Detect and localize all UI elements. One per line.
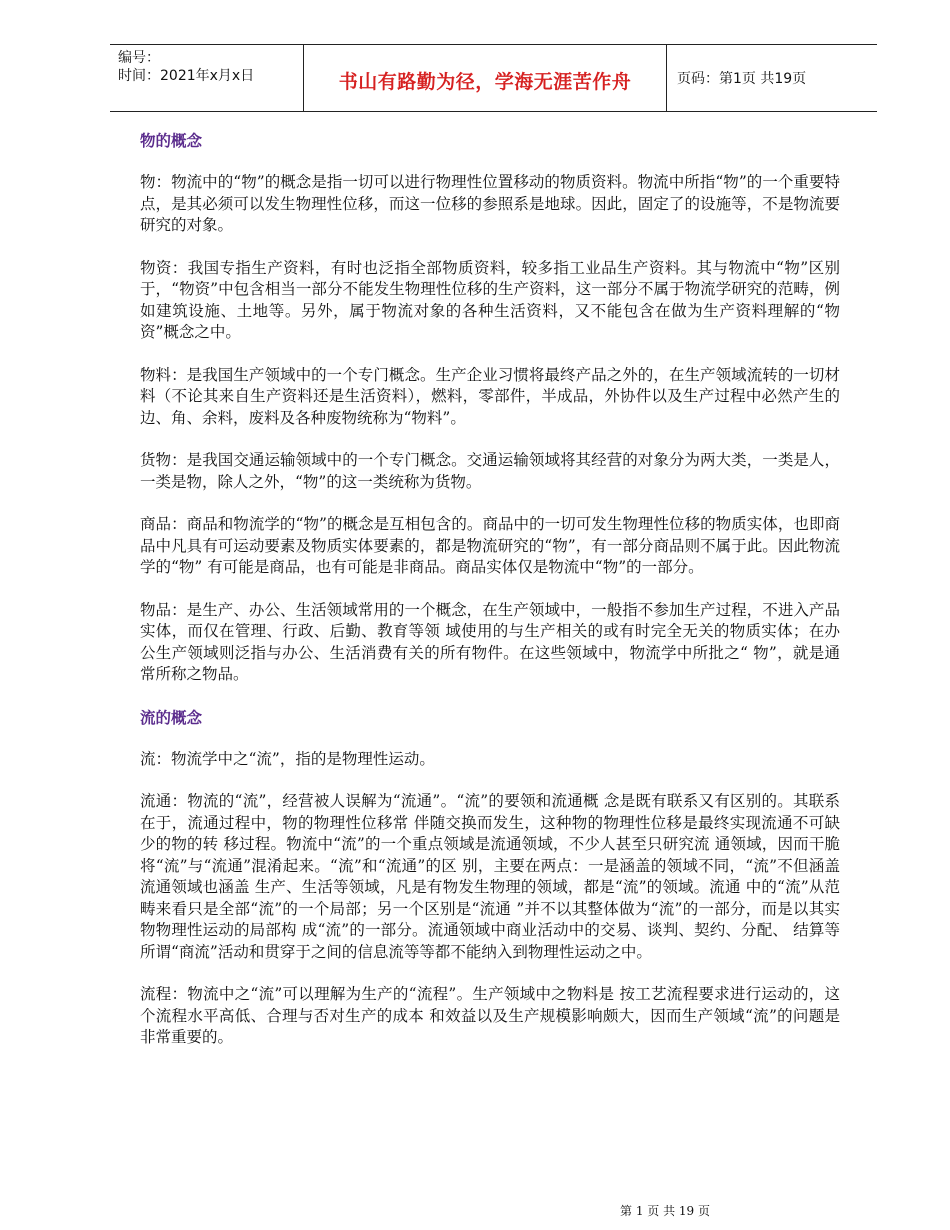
paragraph-liu: 流：物流学中之“流”，指的是物理性运动。	[140, 749, 435, 768]
section-wu	[140, 130, 840, 686]
document-number-label: 编号：	[118, 50, 160, 66]
paragraph-wupin: 物品：是生产、办公、生活领域常用的一个概念，在生产领域中，一般指不参加生产过程，不进入产品实体，而仅在管理、行政、后勤、教育等领 域使用的与生产相关的或有时完全无关的物质实体；在办公生产领域则泛指与办公、生活消费有关的所有物件。在这些领域中，物流学中所批之“ 物”，就是通常所称之物品。	[140, 600, 840, 683]
paragraph-wu: 物：物流中的“物”的概念是指一切可以进行物理性位置移动的物质资料。物流中所指“物”的一个重要特点，是其必须可以发生物理性位移，而这一位移的参照系是地球。因此，固定了的设施等，不是物流要研究的对象。	[140, 173, 840, 234]
paragraph-wuzi: 物资：我国专指生产资料，有时也泛指全部物质资料，较多指工业品生产资料。其与物流中“物”区别于，“物资”中包含相当一部分不能发生物理性位移的生产资料，这一部分不属于物流学研究的范畴，例如建筑设施、土地等。另外，属于物流对象的各种生活资料，又不能包含在做为生产资料理解的“物资”概念之中。	[140, 258, 840, 341]
paragraph-liutong: 流通：物流的“流”，经营被人误解为“流通”。“流”的要领和流通概 念是既有联系又有区别的。其联系在于，流通过程中，物的物理性位移常 伴随交换而发生，这种物的物理性位移是最终实现流通不可缺少的物的转 移过程。物流中“流”的一个重点领域是流通领域，不少人甚至只研究流 通领域，因而干脆将“流”与“流通”混淆起来。“流”和“流通”的区 别，主要在两点：一是涵盖的领域不同，“流”不但涵盖流通领域也涵盖 生产、生活等领域，凡是有物发生物理的领域，都是“流”的领域。流通 中的“流”从范畴来看只是全部“流”的一个局部；另一个区别是“流通 ”并不以其整体做为“流”的一部分，而是以其实物物理性运动的局部构 成“流”的一部分。流通领域中商业活动中的交易、谈判、契约、分配、 结算等所谓“商流”活动和贯穿于之间的信息流等等都不能纳入到物理性运动之中。	[140, 792, 840, 961]
header-meta-cell	[110, 45, 304, 111]
section-title-liu: 流的概念	[140, 707, 203, 727]
paragraph-huowu: 货物：是我国交通运输领域中的一个专门概念。交通运输领域将其经营的对象分为两大类，一类是人，一类是物，除人之外，“物”的这一类统称为货物。	[140, 451, 840, 491]
section-liu	[140, 707, 840, 1049]
header-motto-cell	[304, 45, 667, 111]
header-page-info: 页码：第1页 共19页	[677, 71, 807, 87]
section-title-wu: 物的概念	[140, 131, 203, 150]
paragraph-liucheng: 流程：物流中之“流”可以理解为生产的“流程”。生产领域中之物料是 按工艺流程要求进行运动的，这个流程水平高低、合理与否对生产的成本 和效益以及生产规模影响颇大，因而生产领域“流”的问题是非常重要的。	[140, 985, 840, 1046]
document-date-label: 时间：2021年x月x日	[118, 68, 255, 84]
paragraph-wuliao: 物料：是我国生产领域中的一个专门概念。生产企业习惯将最终产品之外的，在生产领域流转的一切材料（不论其来自生产资料还是生活资料），燃料，零部件，半成品，外协件以及生产过程中必然产生的边、角、余料，废料及各种废物统称为“物料”。	[140, 365, 840, 427]
footer-page-number: 第 1 页 共 19 页	[620, 1204, 710, 1218]
page-footer	[0, 1202, 950, 1219]
header-motto: 书山有路勤为径，学海无涯苦作舟	[338, 70, 632, 93]
header-page-cell	[667, 45, 877, 111]
document-body	[140, 130, 840, 1070]
document-header	[110, 44, 877, 112]
paragraph-shangpin: 商品：商品和物流学的“物”的概念是互相包含的。商品中的一切可发生物理性位移的物质实体，也即商品中凡具有可运动要素及物质实体要素的，都是物流研究的“物”，有一部分商品则不属于此。因此物流学的“物” 有可能是商品，也有可能是非商品。商品实体仅是物流中“物”的一部分。	[140, 515, 840, 576]
